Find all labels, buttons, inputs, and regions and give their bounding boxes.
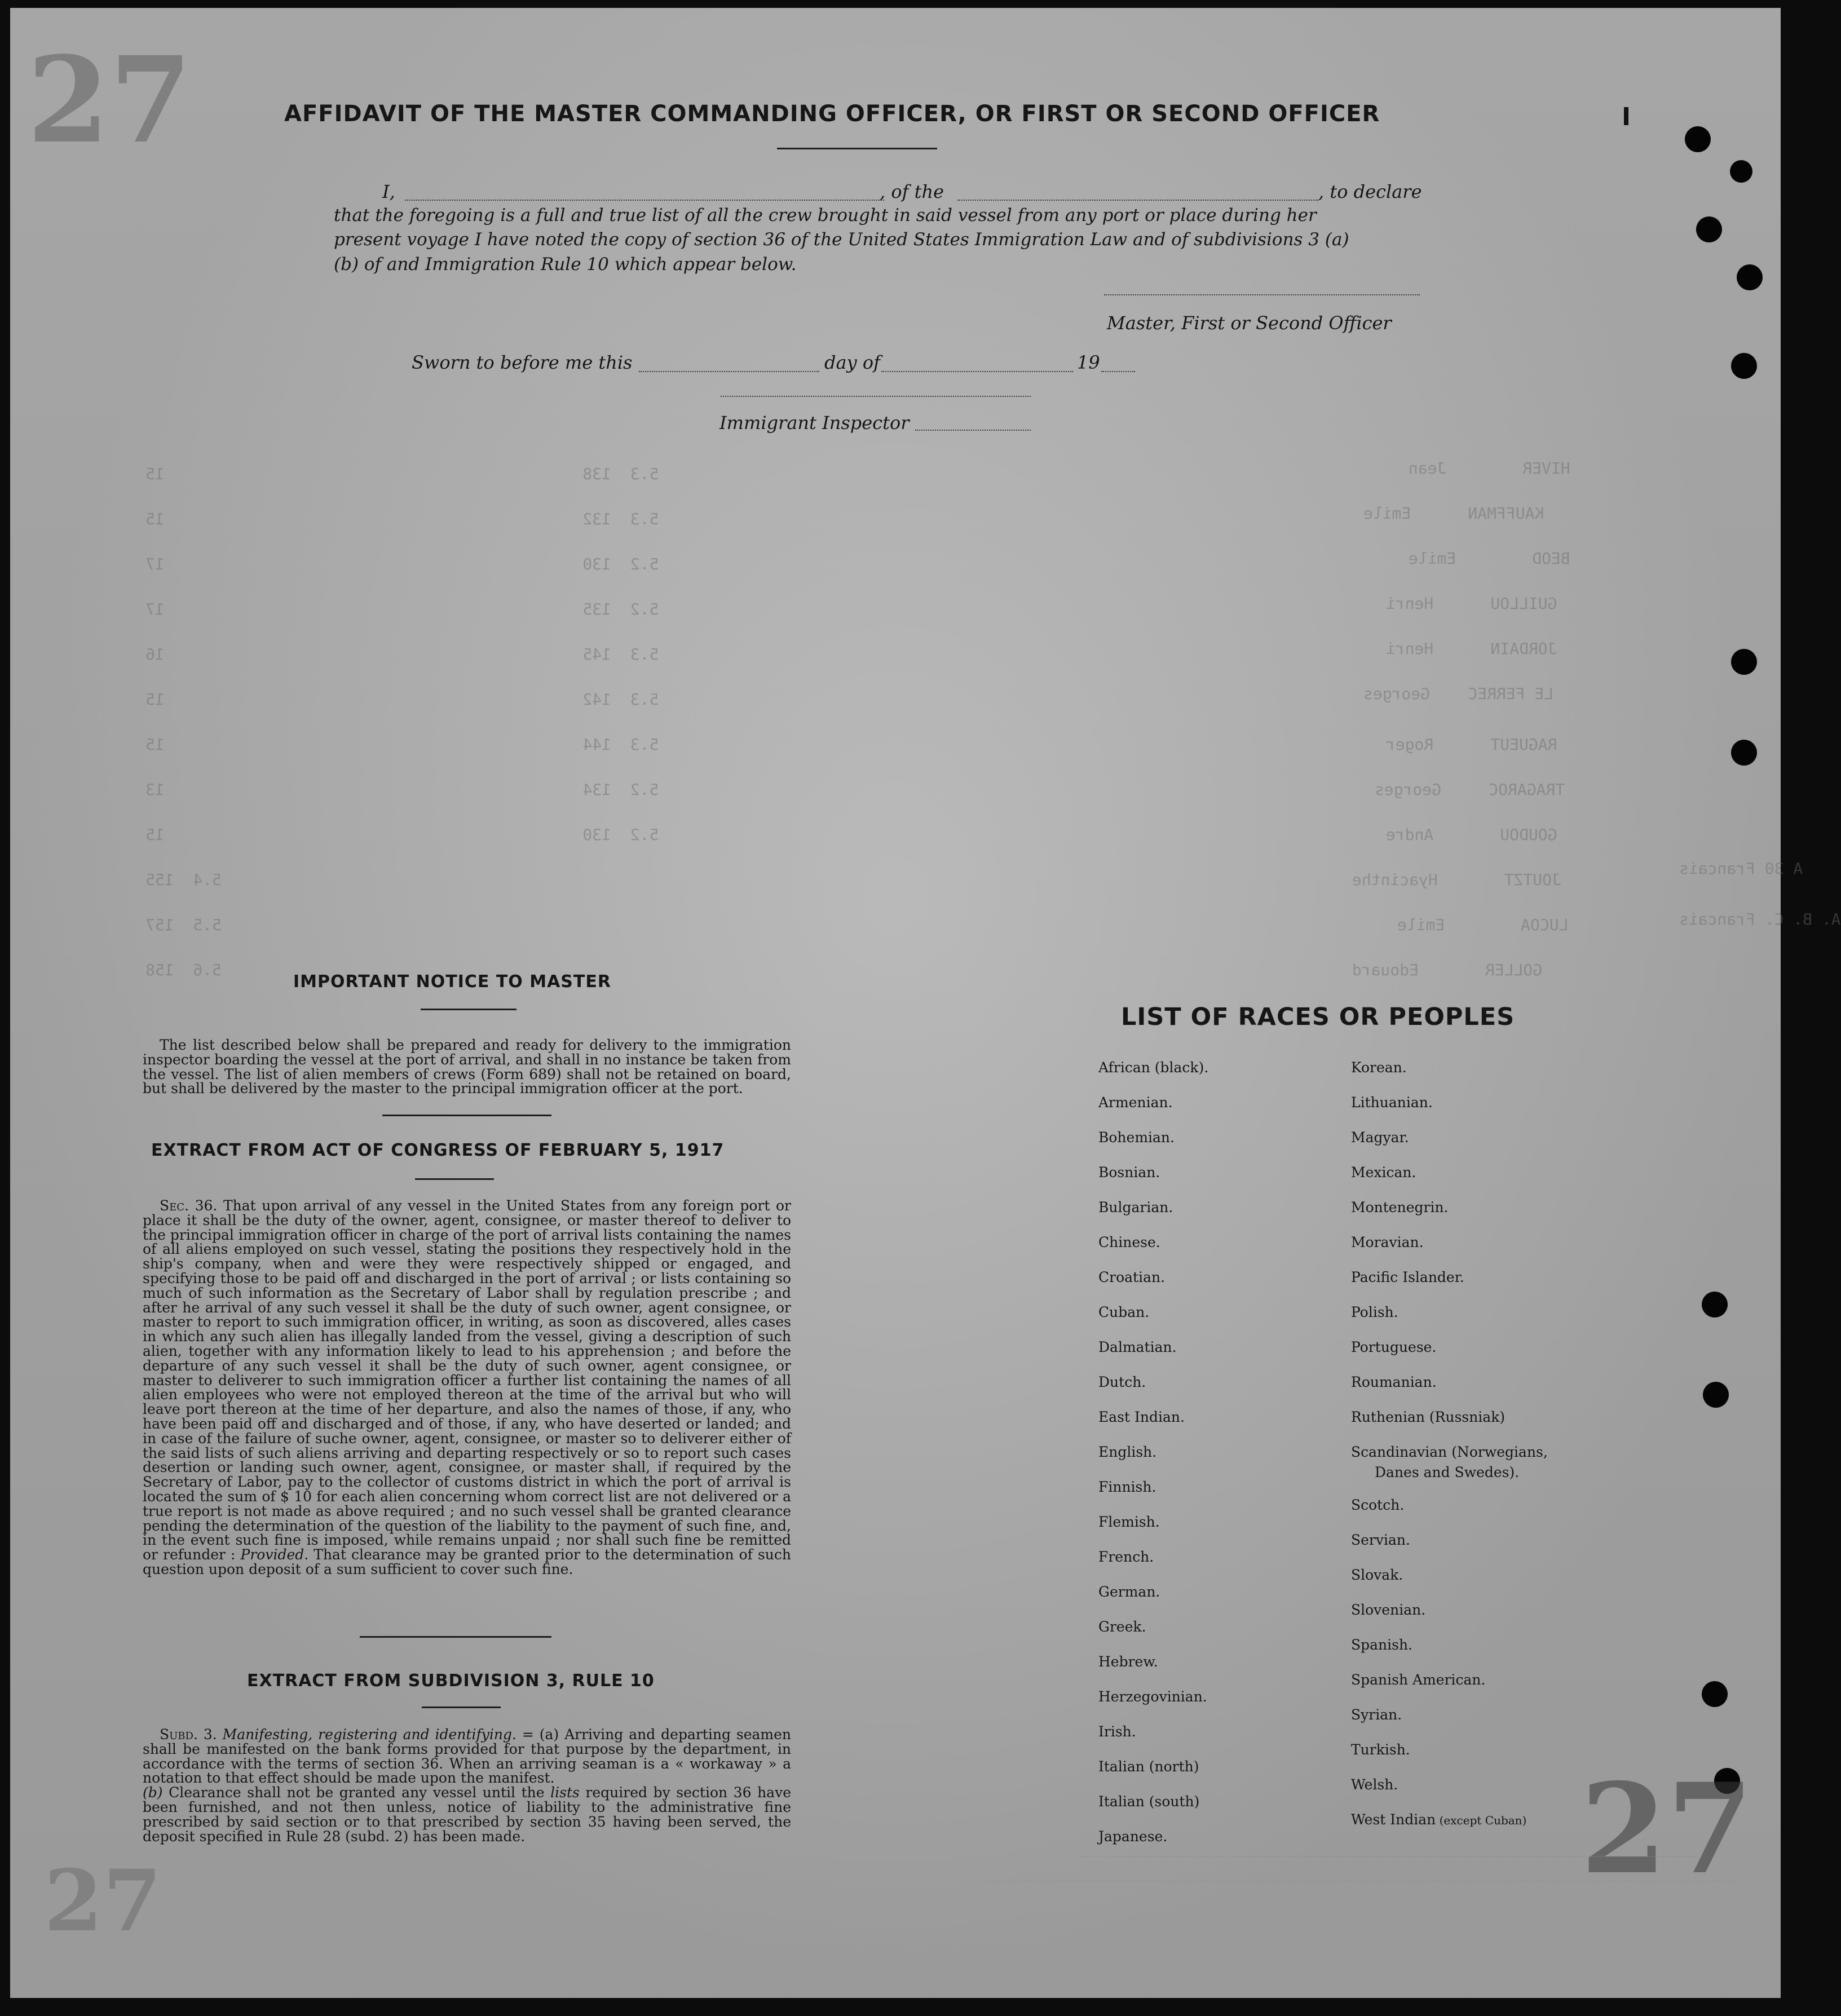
punch-hole — [1737, 264, 1763, 290]
affidavit-text-3: present voyage I have noted the copy of section 36 of the United States Immigration Law and of subdivisions 3 (a) — [334, 229, 1349, 250]
race-item: Italian (south) — [1098, 1793, 1200, 1810]
affidavit-text-4: (b) of and Immigration Rule 10 which appear below. — [334, 254, 797, 275]
declare-i-label: I, — [382, 181, 395, 202]
race-item: Lithuanian. — [1351, 1094, 1433, 1111]
inspector-signature-field[interactable] — [721, 396, 1031, 397]
race-item: Polish. — [1351, 1304, 1398, 1320]
act-text-end: That clearance may be granted prior to the determination of such question upon deposit of a sum sufficient to cover such fine. — [143, 1546, 791, 1577]
race-item: Hebrew. — [1098, 1654, 1158, 1670]
punch-hole — [1731, 649, 1757, 675]
affidavit-text-2: that the foregoing is a full and true list of all the crew brought in said vessel from any port or place during her — [334, 205, 1317, 226]
document-page: HIVER Jean KAUFFMAN Emile BEOD Emile GUILLOU Henri JORDAIN Henri LE FERREC Georges RAGUEUT Roger TRAGAROC Georges GOUDOU Andre JOUTZT Hyacinthe LUCOA Emile GOLLER Edouard 5.3 138 15 5.3 132 15 5.2 130 17 5.2 135 17 5.3 145 16 5.3 142 15 5.3 144 15 5.2 134 13 5.2 130 15 5.4 155 5.5 157 5.6 158 A 30 Francais A. B. C. Francais 27 27 27 AFFIDAVIT OF THE MASTER COMMANDING OFFICER, OR FIRST OR SECOND OFFICER I, , of the , to declare that the foregoing is a full and true list of all the crew brought in said vessel from any port or place during her present voyage I have noted the copy of section 36 of the United States Immigration Law and of subdivisions 3 (a) (b) of and Immigration Rule 10 which appear below. Master, First or Second Officer Sworn to before me this day of 19 Immigrant Inspector IMPORTANT NOTICE TO MASTER The list described below shall be prepared and ready for delivery to the immigration inspector boarding the vessel at the port of arrival, and shall in no instance be taken from the vessel. The list of alien members of crews (Form 689) shall not be retained on board, but shall be delivered by the master to the principal immigration officer at the port. EXTRACT FROM ACT OF CONGRESS OF FEBRUARY 5, 1917 Sec. 36. That upon arrival of any vessel in the United States from any foreign port or place it shall be the duty of the owner, agent, consignee, or master thereof to deliver to the principal immigration officer in charge of the port of arrival lists containing the names of all aliens employed on such vessel, stating the positions they respectively hold in the ship's company, when and were they were respectively shipped or engaged, and specifying those to be paid off and discharged in the port of arrival ; or lists containing so much of such information as the Secretary of Labor shall by regulation prescribe ; and after he arrival of any such vessel it shall be the duty of such owner, agent consignee, or master to report to such immigration officer, in writing, as soon as discovered, alles cases in which any such alien has illegally landed from the vessel, giving a description of such alien, together with any information likely to lead to his apprehension ; and before the departure of any such vessel it shall be the duty of such owner, agent consignee, or master to deliverer to such immigration officer a further list containing the names of all alien employees who were not employed thereon at the time of the arrival but who will leave port thereon at the time of her departure, and also the names of those, if any, who have been paid off and discharged and of those, if any, who have deserted or landed; and in case of the failure of suche owner, agent, consignee, or master so to deliverer either of the said lists of such aliens arriving and departing respectively or so to report such cases desertion or landing such owner, agent, consignee, or master shall, if required by the Secretary of Labor, pay to the collector of customs district in which the port of arrival is located the sum of $ 10 for each alien concerning whom correct list are not delivered or a true report is not made as above required ; and no such vessel shall be granted clearance pending the determination of the question of the liability to the payment of such fine, and, in the event such fine is imposed, while remains unpaid ; nor shall such fine be remitted or refunder : Provided. That clearance may be granted prior to the determination of such question upon deposit of a sum sufficient to cover such fine. EXTRACT FROM SUBDIVISION 3, RULE 10 Subd. 3. Manifesting, registering and identifying. = (a) Arriving and departing seamen shall be manifested on the bank forms provided for that purpose by the department, in accordance with the terms of section 36. When an arriving seaman is a « workaway » a notation to that effect should be made upon the manifest. (b) Clearance shall not be granted any vessel until the lists required by section 36 have been furnished, and not then unless, notice of liability to the administrative fine prescribed by said section or to that prescribed by section 35 having been served, the deposit specified in Rule 28 (subd. 2) has been made. LIST OF RACES OR PEOPLES African (black). Armenian. Bohemian. Bosnian. Bulgarian. Chinese. Croatian. Cuban. Dalmatian. Dutch. East Indian. English. Finnish. Flemish. French. German. Greek. Hebrew. Herzegovinian. Irish. Italian (north) Italian (south) Japanese. Korean. Lithuanian. Magyar. Mexican. Montenegrin. Moravian. Pacific Islander. Polish. Portuguese. Roumanian. Ruthenian (Russniak) Scandinavian (Norwegians, Danes and Swedes). Scotch. Servian. Slovak. Slovenian. Spanish. Spanish American. Syrian. Turkish. Welsh. West Indian (except Cuban) — [10, 8, 1781, 1998]
race-item: Scotch. — [1351, 1497, 1405, 1513]
officer-name-field[interactable] — [405, 200, 884, 201]
race-item: Montenegrin. — [1351, 1199, 1449, 1215]
rule-title: EXTRACT FROM SUBDIVISION 3, RULE 10 — [247, 1671, 655, 1691]
race-item: Finnish. — [1098, 1479, 1156, 1495]
races-title: LIST OF RACES OR PEOPLES — [1121, 1003, 1515, 1031]
rule-subd-label: Subd. 3. — [160, 1726, 217, 1743]
vessel-name-field[interactable] — [957, 200, 1318, 201]
race-item: Spanish American. — [1351, 1672, 1486, 1688]
race-item: Magyar. — [1351, 1129, 1409, 1146]
notice-title: IMPORTANT NOTICE TO MASTER — [293, 972, 611, 992]
rule-subd-italic: Manifesting, registering and identifying. — [222, 1726, 516, 1743]
race-item: English. — [1098, 1444, 1157, 1460]
punch-hole — [1731, 353, 1757, 379]
race-item: Slovak. — [1351, 1567, 1403, 1583]
act-text: That upon arrival of any vessel in the United States from any foreign port or place it shall be the duty of the owner, agent, consignee, or master thereof to deliver to the principal immigration officer in charge of the port of arrival lists containing the names of all aliens employed on such vessel, stating the positions they respectively hold in the ship's company, when and were they were respectively shipped or engaged, and specifying those to be paid off and discharged in the port of arrival ; or lists containing so much of such information as the Secretary of Labor shall by regulation prescribe ; and after he arrival of any such vessel it shall be the duty of such owner, agent consignee, or master to report to such immigration officer, in writing, as soon as discovered, alles cases in which any such alien has illegally landed from the vessel, giving a description of such alien, together with any information likely to lead to his apprehension ; and before the departure of any such vessel it shall be the duty of such owner, agent consignee, or master to deliverer to such immigration officer a further list containing the names of all alien employees who were not employed thereon at the time of the arrival but who will leave port thereon at the time of her departure, and also the names of those, if any, who have been paid off and discharged and of those, if any, who have deserted or landed; and in case of the failure of suche owner, agent, consignee, or master so to deliverer either of the said lists of such aliens arriving and departing respectively or so to report such cases desertion or landing such owner, agent, consignee, or master shall, if required by the Secretary of Labor, pay to the collector of customs district in which the port of arrival is located the sum of $ 10 for each alien concerning whom correct list are not delivered or a true report is not made as above required ; and no such vessel shall be granted clearance pending the determination of the question of the liability to the payment of such fine, and, in the event such fine is imposed, while remains unpaid ; nor shall such fine be remitted or refunder : — [143, 1197, 791, 1563]
page-number-bottom-left: 27 — [44, 1851, 162, 1951]
race-item: Spanish. — [1351, 1637, 1413, 1653]
rule-text-block — [143, 1727, 791, 1843]
act-end-rule — [360, 1636, 551, 1638]
race-item: Moravian. — [1351, 1234, 1424, 1250]
page-number-bottom: 27 — [1580, 1756, 1754, 1902]
ink-mark — [1624, 107, 1628, 125]
race-item: East Indian. — [1098, 1409, 1185, 1425]
affidavit-title: AFFIDAVIT OF THE MASTER COMMANDING OFFICER, OR FIRST OR SECOND OFFICER — [284, 101, 1380, 127]
act-sec-label: Sec. 36. — [160, 1197, 218, 1214]
sworn-month-field[interactable] — [881, 371, 1073, 372]
race-item: Cuban. — [1098, 1304, 1150, 1320]
punch-hole — [1730, 160, 1752, 183]
act-title: EXTRACT FROM ACT OF CONGRESS OF FEBRUARY 5, 1917 — [151, 1140, 725, 1160]
rule-lists-word: lists — [550, 1784, 580, 1801]
rule-b-label: (b) — [143, 1784, 163, 1801]
race-item: Croatian. — [1098, 1269, 1165, 1285]
signature-field[interactable] — [1104, 294, 1420, 295]
race-item: Irish. — [1098, 1723, 1136, 1740]
declare-label: , to declare — [1318, 181, 1422, 202]
race-item: German. — [1098, 1584, 1160, 1600]
race-item: Flemish. — [1098, 1514, 1160, 1530]
race-item: Herzegovinian. — [1098, 1688, 1207, 1705]
race-item: Scandinavian (Norwegians, — [1351, 1444, 1548, 1460]
race-item: West Indian (except Cuban) — [1351, 1811, 1527, 1828]
act-text-block — [143, 1199, 791, 1577]
west-indian-note: (except Cuban) — [1436, 1814, 1527, 1827]
declare-of-label: , of the — [880, 181, 944, 202]
day-of-label: day of — [824, 352, 880, 373]
race-item: Slovenian. — [1351, 1602, 1426, 1618]
sworn-year-field[interactable] — [1101, 371, 1135, 372]
sworn-label: Sworn to before me this — [412, 352, 633, 373]
race-item: Chinese. — [1098, 1234, 1160, 1250]
signature-caption: Master, First or Second Officer — [1107, 312, 1392, 334]
footer-faint-text — [1081, 1850, 1702, 1857]
race-item: Bosnian. — [1098, 1164, 1160, 1181]
race-item: Servian. — [1351, 1532, 1410, 1548]
race-item: Pacific Islander. — [1351, 1269, 1464, 1285]
notice-end-rule — [382, 1115, 551, 1116]
footer-faint-text-2 — [986, 1875, 1736, 1882]
punch-hole — [1696, 216, 1722, 242]
punch-hole — [1731, 740, 1757, 766]
race-item: Turkish. — [1351, 1741, 1410, 1758]
race-item: Ruthenian (Russniak) — [1351, 1409, 1506, 1425]
race-item: Bulgarian. — [1098, 1199, 1173, 1215]
race-item: Korean. — [1351, 1059, 1407, 1076]
race-item: Japanese. — [1098, 1828, 1168, 1845]
act-rule — [415, 1178, 494, 1180]
race-item: Roumanian. — [1351, 1374, 1437, 1390]
punch-hole — [1702, 1292, 1728, 1318]
inspector-label: Immigrant Inspector — [719, 412, 910, 434]
race-item: African (black). — [1098, 1059, 1209, 1076]
notice-rule — [421, 1009, 516, 1010]
rule-text-a: = (a) Arriving and departing seamen shall be manifested on the bank forms provided for that purpose by the department, in accordance with the terms of section 36. When an arriving seaman is a « workaway » a notation to that effect should be made upon the manifest. — [143, 1726, 792, 1787]
title-rule — [777, 148, 937, 149]
race-item: Portuguese. — [1351, 1339, 1437, 1355]
race-item: Dutch. — [1098, 1374, 1146, 1390]
punch-hole — [1703, 1382, 1729, 1408]
race-item: Dalmatian. — [1098, 1339, 1177, 1355]
race-item: Greek. — [1098, 1619, 1146, 1635]
rule-rule — [422, 1706, 501, 1708]
race-item: Armenian. — [1098, 1094, 1173, 1111]
race-item: Bohemian. — [1098, 1129, 1175, 1146]
page-number-top: 27 — [27, 30, 192, 170]
race-item: Mexican. — [1351, 1164, 1416, 1181]
notice-text: The list described below shall be prepared and ready for delivery to the immigration inspector boarding the vessel at the port of arrival, and shall in no instance be taken from the vessel. The list of alien members of crews (Form 689) shall not be retained on board, but shall be delivered by the master to the principal immigration officer at the port. — [143, 1037, 791, 1097]
punch-hole — [1702, 1681, 1728, 1707]
sworn-day-field[interactable] — [639, 371, 819, 372]
inspector-name-field[interactable] — [915, 430, 1031, 431]
act-provided: Provided. — [240, 1546, 309, 1563]
race-item: Danes and Swedes). — [1375, 1464, 1520, 1480]
rule-text-b2: required by section 36 have been furnished, and not then unless, notice of liability to the administrative fine prescribed by said section or to that prescribed by section 35 having been served, the deposit specified in Rule 28 (subd. 2) has been made. — [143, 1784, 791, 1845]
rule-text-b1: Clearance shall not be granted any vessel until the — [169, 1784, 545, 1801]
race-item: Welsh. — [1351, 1776, 1398, 1793]
punch-hole — [1685, 126, 1711, 152]
race-item: Syrian. — [1351, 1706, 1402, 1723]
race-item: Italian (north) — [1098, 1758, 1199, 1775]
year-prefix: 19 — [1077, 352, 1100, 373]
race-item: French. — [1098, 1549, 1154, 1565]
